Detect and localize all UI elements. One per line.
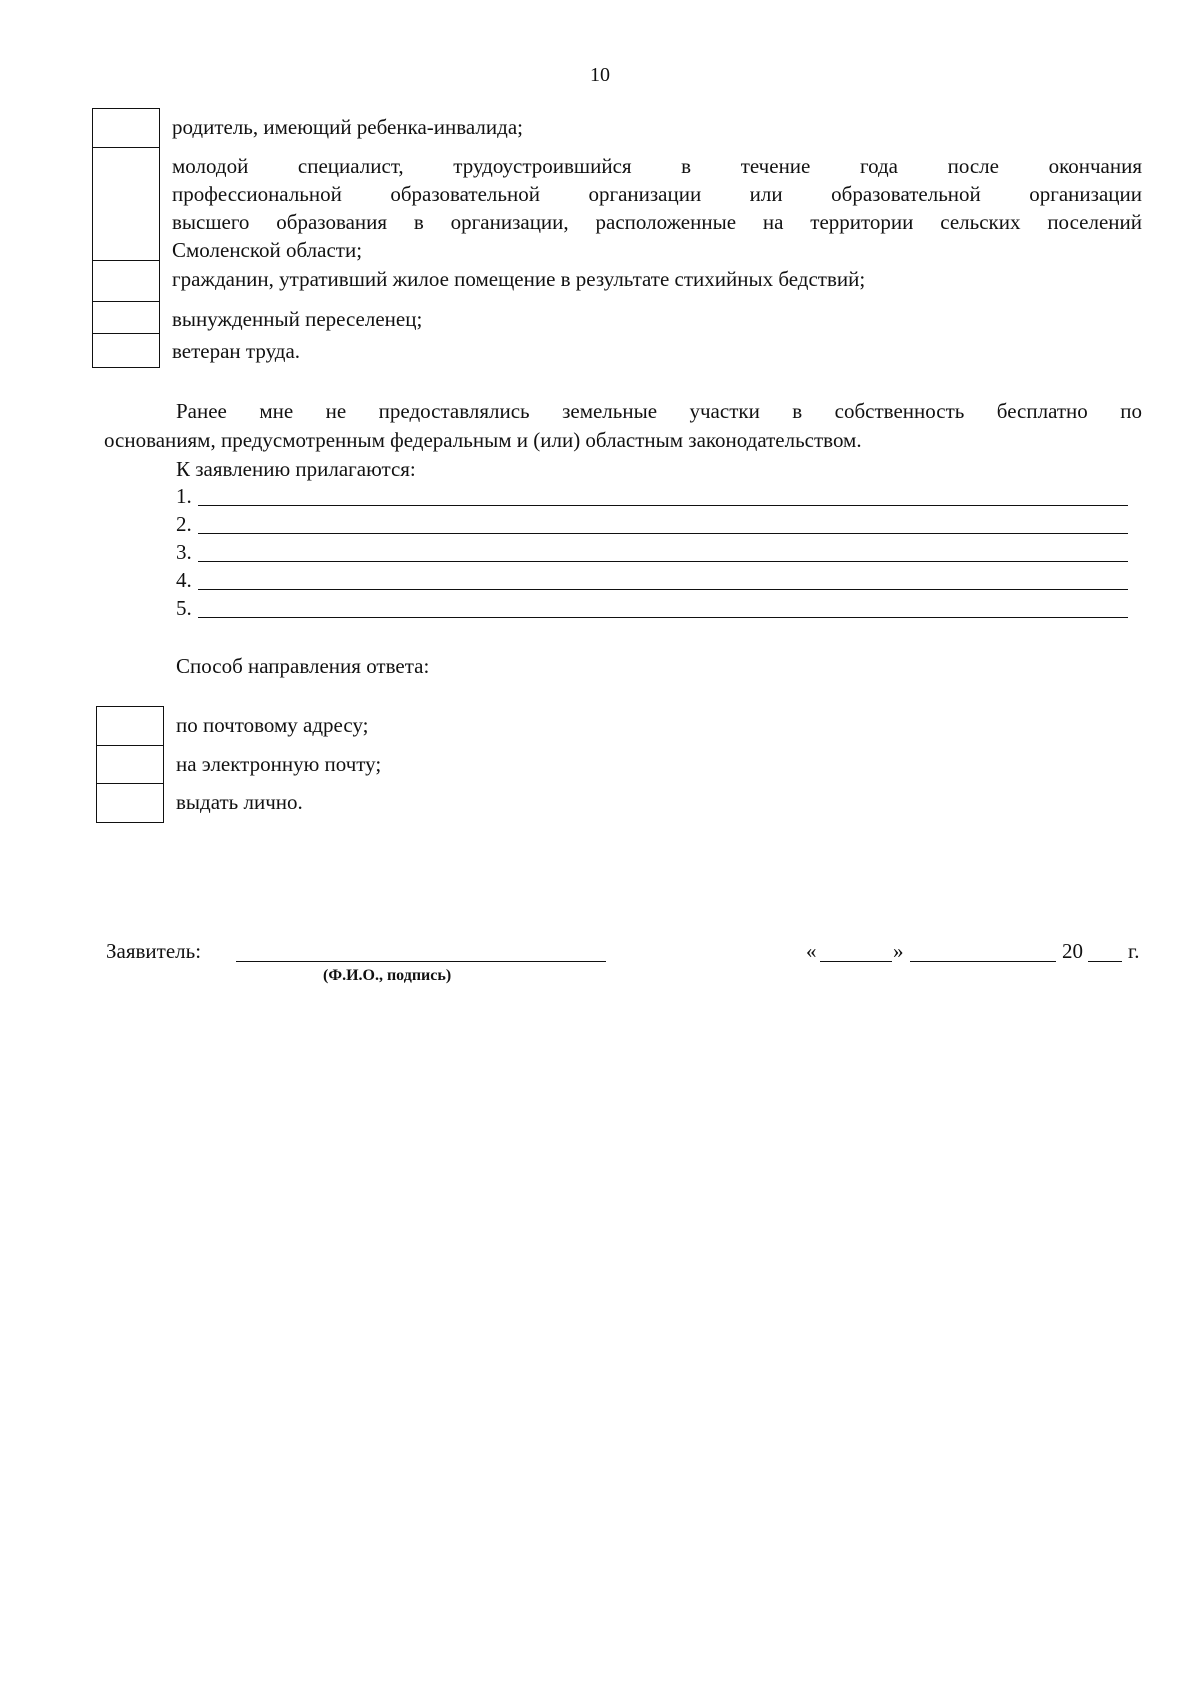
statement-line: Ранее мне не предоставлялись земельные участки в собственность бесплатно по — [176, 399, 1142, 423]
date-quote-open: « — [806, 939, 817, 963]
date-quote-close: » — [893, 939, 904, 963]
checkbox-email[interactable] — [96, 745, 164, 784]
category-label: вынужденный переселенец; — [172, 307, 423, 331]
response-heading: Способ направления ответа: — [176, 654, 430, 678]
attachment-line[interactable] — [198, 505, 1128, 506]
attachment-line[interactable] — [198, 561, 1128, 562]
category-label: высшего образования в организации, расположенные на территории сельских поселений — [172, 210, 1142, 234]
page-number: 10 — [590, 64, 610, 86]
checkbox-labor-veteran[interactable] — [92, 333, 160, 368]
attachments-heading: К заявлению прилагаются: — [176, 457, 416, 481]
date-year-suffix: г. — [1128, 939, 1140, 963]
category-label: родитель, имеющий ребенка-инвалида; — [172, 115, 523, 139]
attachment-number: 1. — [176, 484, 192, 508]
category-label: Смоленской области; — [172, 238, 363, 262]
statement-line: основаниям, предусмотренным федеральным и (или) областным законодательством. — [104, 428, 862, 452]
attachment-number: 3. — [176, 540, 192, 564]
signature-caption: (Ф.И.О., подпись) — [323, 967, 452, 984]
checkbox-disaster-victim[interactable] — [92, 260, 160, 302]
checkbox-postal-address[interactable] — [96, 706, 164, 746]
category-label: молодой специалист, трудоустроившийся в течение года после окончания — [172, 154, 1142, 178]
attachment-number: 4. — [176, 568, 192, 592]
attachment-line[interactable] — [198, 617, 1128, 618]
response-option-label: по почтовому адресу; — [176, 713, 369, 737]
checkbox-forced-migrant[interactable] — [92, 301, 160, 334]
response-option-label: на электронную почту; — [176, 752, 382, 776]
category-label: гражданин, утративший жилое помещение в результате стихийных бедствий; — [172, 267, 866, 291]
category-label: профессиональной образовательной организации или образовательной организации — [172, 182, 1142, 206]
response-option-label: выдать лично. — [176, 790, 303, 814]
attachment-number: 2. — [176, 512, 192, 536]
applicant-label: Заявитель: — [106, 939, 202, 963]
category-label: ветеран труда. — [172, 339, 301, 363]
date-month-line[interactable] — [910, 961, 1056, 962]
attachment-line[interactable] — [198, 589, 1128, 590]
attachment-number: 5. — [176, 596, 192, 620]
date-year-line[interactable] — [1088, 961, 1122, 962]
date-year-prefix: 20 — [1062, 939, 1083, 963]
checkbox-young-specialist[interactable] — [92, 147, 160, 261]
checkbox-parent-disabled-child[interactable] — [92, 108, 160, 148]
date-day-line[interactable] — [820, 961, 892, 962]
attachment-line[interactable] — [198, 533, 1128, 534]
signature-line[interactable] — [236, 961, 606, 962]
checkbox-in-person[interactable] — [96, 783, 164, 823]
